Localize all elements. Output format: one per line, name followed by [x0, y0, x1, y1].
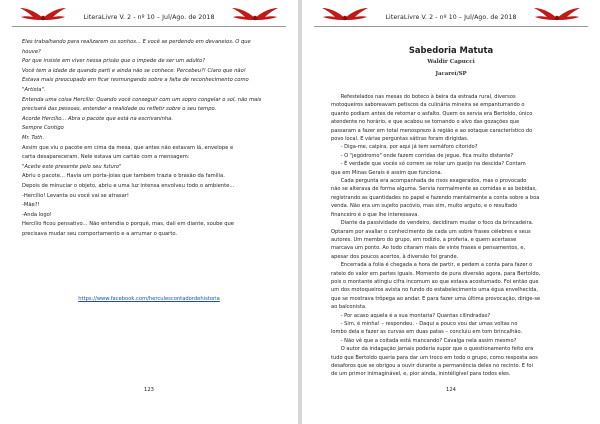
text-line: um dos motoqueiros avista no fundo do estabelecimento uma égua envelhecida, [331, 287, 538, 294]
text-line: -Anda logo! [22, 211, 52, 218]
text-line: carta desapareceram. Nele estava um cartão com a mensagem: [22, 154, 190, 161]
text-line: motoqueiros saboreavam petiscos da culinária mineira se empanturrando o [331, 102, 525, 109]
text-line: atendente no horário, e que acabou se tornando o alvo das gozações que [331, 119, 520, 126]
text-line: financeiro é o que lhe interessava. [331, 211, 420, 218]
text-line: autores. Um membro do grupo, em rodízio, a proferia, e quem acertasse [331, 236, 517, 243]
text-line: lombo dela e fazer as curvas em duas patas – concluiu em tom brincalhão. [331, 329, 523, 336]
page-number: 123 [144, 387, 154, 393]
text-line: Entenda uma coisa Hercílio: Quando você conseguir com um sopro congelar o sol, não mais [22, 96, 262, 103]
text-line: - O "jegódromo" onde fazem corridas de jegue, fica muito distante? [331, 152, 514, 159]
story-text [331, 93, 577, 379]
text-line: Encerrada a folia é chegada a hora de partir, e pedem a conta para fazer o [331, 262, 533, 269]
text-line: houve? [22, 48, 41, 55]
text-line: - Não vê que a coitada está mancando? Cavalga nela assim mesmo? [331, 337, 517, 344]
text-line: quanto podiam antes de retornar o asfalto. Quem os servia era Bertoldo, único [331, 110, 533, 117]
text-line: "Artista". [22, 86, 46, 93]
text-line: - Diga-me, caipira, por aqui já tem semáforo citorido? [331, 144, 478, 151]
story-place: Jacareí/SP [435, 71, 467, 77]
text-line: - É verdade que vocês só correm se rolar um queijo na descida? Contam [331, 161, 526, 168]
facebook-link[interactable]: https://www.facebook.com/herculescontadordehistoria [78, 296, 220, 302]
winged-emblem-icon [532, 4, 582, 26]
text-line: desaforos que se obrigou a ouvir durante a permanência deles no recinto. E foi [331, 363, 533, 369]
text-line: passaram a fazer em total menosprezo à região e ao sotaque característico do [331, 127, 533, 134]
text-line: Optaram por avaliar o conhecimento de cada um sobre frases célebres e seus [331, 228, 531, 235]
winged-emblem-icon [230, 4, 280, 26]
left-page [0, 0, 298, 424]
text-line: Hercílio ficou pensativo... Não entendia o porquê, mas, dali em diante, soube que [22, 221, 234, 228]
header-title: LiteraLivre V. 2 - nº 10 – Jul/Ago. de 2018 [385, 14, 517, 21]
text-line: Refestelados nas mesas do boteco à beira da estrada rural, diversos [331, 94, 516, 100]
header-title: LiteraLivre V. 2 - nº 10 – Jul/Ago. de 2018 [83, 14, 215, 21]
text-line: apesar dos poucos acertos, à diversão foi grande. [331, 253, 459, 260]
text-line: que em Minas Gerais é assim que funciona. [331, 169, 443, 176]
text-line: de um primor inimaginável, e, pior ainda, inintéligível para todos eles. [331, 371, 511, 378]
text-line: não se alterava de forma alguma. Servia normalmente as comidas e as bebidas, [331, 186, 537, 193]
text-line: povo local. E várias perguntas sátiras foram dirigidas. [331, 136, 469, 143]
text-line: Acorde Hercílio... Abra o pacote que está na escrivaninha. [22, 115, 174, 122]
text-line: -Hercílio! Levanta ou você vai se atrasar! [22, 192, 129, 199]
text-line: -Mãe?! [22, 202, 40, 209]
text-line: pois o montante atingiu cifra incomum ao que estava acostumado. Foi então que [331, 278, 539, 285]
text-line: precisará das pessoas, entender a realidade ou refletir sobre o seu tempo. [22, 106, 217, 113]
story-title: Sabedoria Matuta [408, 45, 494, 55]
text-line: registrando as quantidades no papel e fazendo mentalmente a conta sobre a boa [331, 194, 540, 201]
right-page [302, 0, 600, 424]
text-line: Assim que viu o pacote em cima da mesa, que antes não estavam lá, envelope e [22, 144, 234, 151]
text-line: - Por acaso aquela é a sua montaria? Quantas cilindradas? [331, 312, 491, 319]
text-line: Eles trabalhando para realizarem os sonhos... E você se perdendo em devaneios. O que [22, 39, 251, 45]
page-number: 124 [446, 387, 456, 393]
story-text [22, 38, 277, 239]
text-line: Diante da passividade do vendeiro, decidiram mudar o foco da brincadeira. [331, 220, 534, 227]
text-line: Estava mais preocupado em ficar resmungando sobre a falta de reconhecimento como [22, 77, 249, 84]
text-line: precisava mudar seu comportamento e a arrumar o quarto. [22, 230, 178, 237]
text-line: rateio do valor em partes iguais. Momento de pura diversão agora, para Bertoldo, [331, 270, 541, 277]
text-line: que se mostrava trôpega ao andar. E para fazer uma última provocação, dirige-se [331, 295, 541, 302]
page-header [314, 4, 588, 27]
text-line: Depois de minuciar o objeto, abriu e uma luz intensa envolveu todo o ambiente... [22, 182, 235, 189]
text-line: venda. Não era um sujeito pacóvio, mas sim, muito arguto, e o resultado [331, 203, 518, 210]
text-line: marcava um ponto. Ao todo citaram mais de vinte frases e pensamentos, e, [331, 245, 526, 252]
text-line: tudo que Bertoldo queria para dar um troco em todo o grupo, como resposta aos [331, 354, 538, 361]
text-line: Você tem a idade de quando parti e ainda não se conhece. Percebeu?! Claro que não! [22, 67, 246, 74]
text-line: - Sim, é minha! – respondeu. - Daqui a pouco vou dar umas voltas no [331, 320, 518, 327]
page-header [12, 4, 286, 27]
text-line: Por que insiste em viver nessa prisão que o impede de ser um adulto? [22, 58, 206, 65]
text-line: "Aceite este presente pelo seu futuro" [22, 163, 122, 170]
text-line: O autor da indagação jamais poderia supor que o questionamento feito era [331, 346, 534, 353]
text-line: Sempre Contigo [22, 125, 64, 132]
text-line: Cada pergunta era acompanhada de risos exagerados, mas o provocado [331, 178, 527, 185]
text-line: Abriu o pacote... Havia um porta-joias que também trazia o brasão da família. [22, 173, 225, 180]
text-line: Mr. Toth. [22, 134, 45, 141]
story-author: Waldir Capucci [427, 59, 475, 65]
text-line: ao balconista. [331, 304, 367, 311]
